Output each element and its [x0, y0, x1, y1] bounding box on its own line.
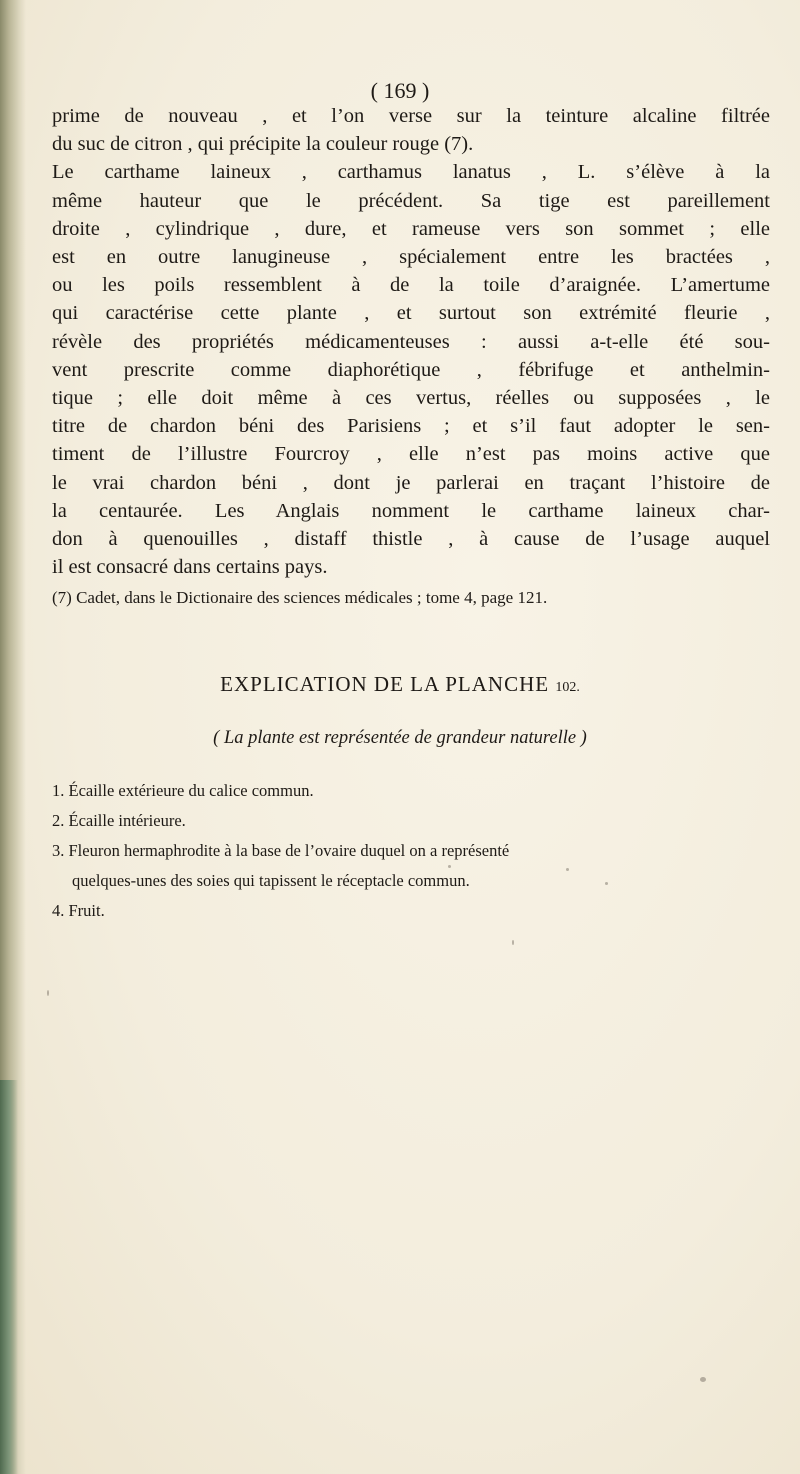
text-line: timent de l’illustre Fourcroy , elle n’est pas moins active que	[52, 443, 770, 466]
text-line: même hauteur que le précédent. Sa tige est pareillement	[52, 189, 770, 212]
paper-speck	[700, 1377, 706, 1382]
text-line: qui caractérise cette plante , et surtout son extrémité fleurie ,	[52, 302, 770, 325]
text-line: Le carthame laineux , carthamus lanatus , L. s’élève à la	[52, 161, 770, 184]
text-line: la centaurée. Les Anglais nomment le carthame laineux char-	[52, 499, 770, 522]
plate-number: 102.	[555, 680, 580, 695]
text-line: titre de chardon béni des Parisiens ; et s’il faut adopter le sen-	[52, 415, 770, 438]
footnote: (7) Cadet, dans le Dictionaire des sciences médicales ; tome 4, page 121.	[52, 588, 548, 607]
page-spine-binding	[0, 1080, 18, 1474]
text-line: prime de nouveau , et l’on verse sur la teinture alcaline filtrée	[52, 105, 770, 127]
text-line: don à quenouilles , distaff thistle , à cause de l’usage auquel	[52, 528, 770, 551]
page-number: ( 169 )	[370, 78, 430, 103]
legend-item: 2. Écaille intérieure.	[52, 811, 186, 830]
plate-heading	[0, 672, 800, 697]
legend-item: 4. Fruit.	[52, 901, 105, 920]
legend-item: 1. Écaille extérieure du calice commun.	[52, 781, 314, 800]
legend-item-continuation: quelques-unes des soies qui tapissent le réceptacle commun.	[72, 871, 470, 890]
text-line: le vrai chardon béni , dont je parlerai en traçant l’histoire de	[52, 471, 770, 494]
text-line: vent prescrite comme diaphorétique , fébrifuge et anthelmin-	[52, 358, 770, 381]
text-line: ou les poils ressemblent à de la toile d’araignée. L’amertume	[52, 274, 770, 297]
plate-subtitle: ( La plante est représentée de grandeur naturelle )	[213, 728, 587, 748]
plate-title: EXPLICATION DE LA PLANCHE	[220, 672, 550, 696]
paper-speck	[605, 882, 608, 885]
paper-speck	[448, 865, 451, 868]
paper-speck	[566, 868, 569, 871]
text-line: révèle des propriétés médicamenteuses : aussi a-t-elle été sou-	[52, 330, 770, 353]
text-line: droite , cylindrique , dure, et rameuse vers son sommet ; elle	[52, 217, 770, 240]
text-line: est en outre lanugineuse , spécialement entre les bractées ,	[52, 246, 770, 269]
text-line: du suc de citron , qui précipite la couleur rouge (7).	[52, 133, 474, 156]
paper-speck	[512, 940, 514, 945]
plate-legend	[52, 776, 772, 926]
text-line: il est consacré dans certains pays.	[52, 556, 328, 579]
legend-item: 3. Fleuron hermaphrodite à la base de l’ovaire duquel on a représenté	[52, 841, 510, 860]
text-line: tique ; elle doit même à ces vertus, réelles ou supposées , le	[52, 387, 770, 410]
body-paragraph	[52, 102, 770, 581]
paper-speck	[47, 990, 49, 996]
